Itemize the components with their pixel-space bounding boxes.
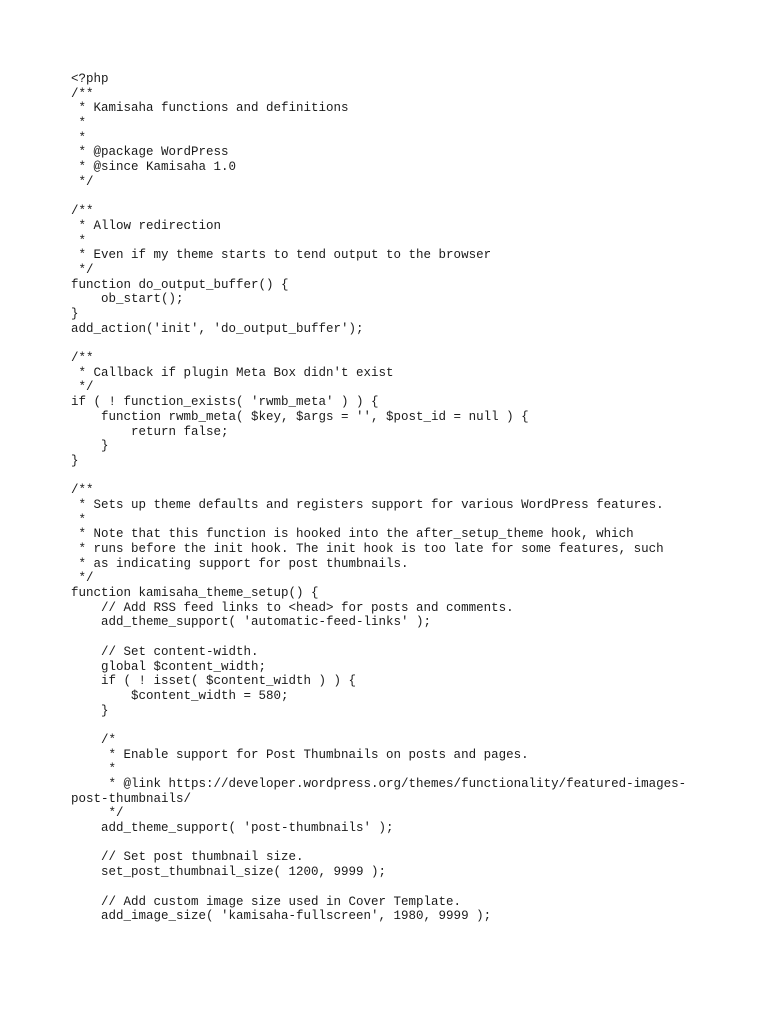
code-line: add_theme_support( 'post-thumbnails' ); bbox=[71, 821, 394, 836]
code-line: } bbox=[71, 453, 79, 468]
code-line: * bbox=[71, 130, 87, 145]
code-line: /* bbox=[71, 732, 117, 747]
code-line: /** bbox=[71, 86, 94, 101]
code-line: * @since Kamisaha 1.0 bbox=[71, 160, 237, 175]
code-line: */ bbox=[71, 571, 94, 586]
code-line bbox=[71, 880, 751, 895]
code-line: * bbox=[71, 512, 87, 527]
code-line: add_action('init', 'do_output_buffer'); bbox=[71, 321, 364, 336]
code-line: set_post_thumbnail_size( 1200, 9999 ); bbox=[71, 865, 387, 880]
code-line: * bbox=[71, 233, 87, 248]
code-line: add_theme_support( 'automatic-feed-links' ); bbox=[71, 615, 432, 630]
code-line bbox=[71, 718, 751, 733]
code-line: * bbox=[71, 116, 87, 131]
code-line: // Set post thumbnail size. bbox=[71, 850, 304, 865]
code-line: } bbox=[71, 703, 109, 718]
code-line: * Sets up theme defaults and registers support for various WordPress features. bbox=[71, 497, 664, 512]
code-line: */ bbox=[71, 806, 124, 821]
code-line: * Enable support for Post Thumbnails on posts and pages. bbox=[71, 747, 529, 762]
code-line: * Note that this function is hooked into the after_setup_theme hook, which bbox=[71, 527, 634, 542]
code-line: */ bbox=[71, 380, 94, 395]
code-line: function kamisaha_theme_setup() { bbox=[71, 586, 319, 601]
code-line: <?php bbox=[71, 72, 109, 86]
code-line: ob_start(); bbox=[71, 292, 184, 307]
code-line: * Allow redirection bbox=[71, 218, 222, 233]
code-line bbox=[71, 630, 751, 645]
code-line: global $content_width; bbox=[71, 659, 267, 674]
code-line: * Callback if plugin Meta Box didn't exist bbox=[71, 365, 394, 380]
code-line: /** bbox=[71, 351, 94, 366]
php-code-listing bbox=[71, 72, 751, 924]
code-line: $content_width = 580; bbox=[71, 688, 289, 703]
code-line: if ( ! function_exists( 'rwmb_meta' ) ) { bbox=[71, 395, 379, 410]
code-line: } bbox=[71, 307, 79, 321]
code-line: */ bbox=[71, 174, 94, 189]
code-line: // Set content-width. bbox=[71, 644, 259, 659]
code-line: } bbox=[71, 439, 109, 454]
code-line: * Even if my theme starts to tend output to the browser bbox=[71, 248, 492, 263]
code-line: * bbox=[71, 762, 117, 777]
code-line: * Kamisaha functions and definitions bbox=[71, 101, 349, 116]
code-line: // Add custom image size used in Cover Template. bbox=[71, 894, 462, 909]
code-line: return false; bbox=[71, 424, 229, 439]
code-line: function do_output_buffer() { bbox=[71, 277, 289, 292]
code-line: add_image_size( 'kamisaha-fullscreen', 1980, 9999 ); bbox=[71, 909, 492, 924]
code-line: * runs before the init hook. The init hook is too late for some features, such bbox=[71, 542, 664, 556]
code-line bbox=[71, 336, 751, 351]
code-line: */ bbox=[71, 262, 94, 277]
code-line bbox=[71, 469, 751, 484]
code-line: /** bbox=[71, 483, 94, 498]
code-line: // Add RSS feed links to <head> for posts and comments. bbox=[71, 600, 514, 615]
code-line: * @package WordPress bbox=[71, 145, 229, 160]
code-line: * @link https://developer.wordpress.org/themes/functionality/featured-images- bbox=[71, 777, 687, 791]
code-line: * as indicating support for post thumbnails. bbox=[71, 556, 409, 571]
code-line: if ( ! isset( $content_width ) ) { bbox=[71, 674, 357, 689]
code-line: function rwmb_meta( $key, $args = '', $post_id = null ) { bbox=[71, 409, 529, 424]
code-line: /** bbox=[71, 204, 94, 219]
code-line bbox=[71, 836, 751, 851]
code-line bbox=[71, 190, 751, 205]
code-line: post-thumbnails/ bbox=[71, 791, 192, 806]
